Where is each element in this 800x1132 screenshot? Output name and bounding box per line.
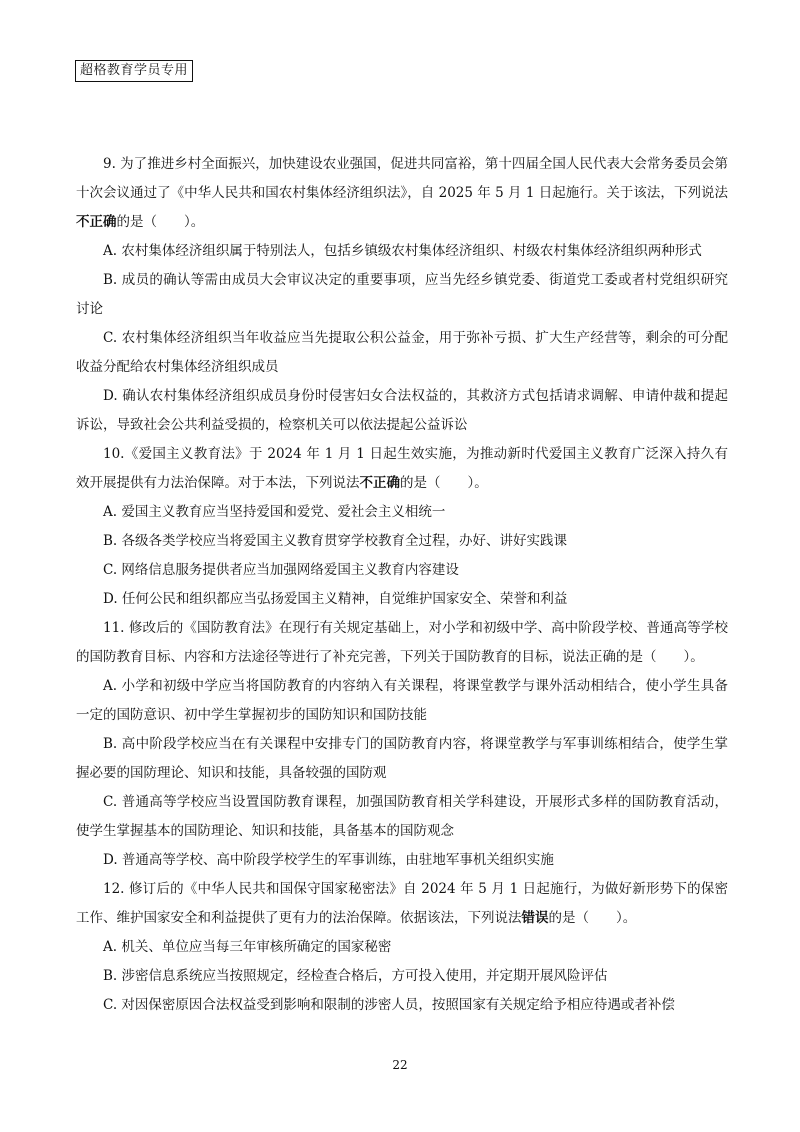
option-a: A. 机关、单位应当每三年审核所确定的国家秘密 <box>103 939 392 955</box>
question-list <box>76 150 728 1020</box>
question-stem-emphasis: 错误 <box>521 910 549 926</box>
question-stem-text: 10.《爱国主义教育法》于 2024 年 1 月 1 日起生效实施，为推动新时代爱国主义教育广泛深入持久有效开展提供有力法治保障。对于本法，下列说法 <box>76 446 728 491</box>
question-stem <box>76 440 728 498</box>
question <box>76 614 728 875</box>
question <box>76 440 728 614</box>
option-d: D. 确认农村集体经济组织成员身份时侵害妇女合法权益的，其救济方式包括请求调解、申请仲裁和提起诉讼，导致社会公共利益受损的，检察机关可以依法提起公益诉讼 <box>76 388 728 433</box>
option-c: C. 农村集体经济组织当年收益应当先提取公积公益金，用于弥补亏损、扩大生产经营等，剩余的可分配收益分配给农村集体经济组织成员 <box>76 330 728 375</box>
question-stem-text: 12. 修订后的《中华人民共和国保守国家秘密法》自 2024 年 5 月 1 日起施行，为做好新形势下的保密工作、维护国家安全和利益提供了更有力的法治保障。依据该法，下列说法 <box>76 881 728 926</box>
question-stem <box>76 614 728 672</box>
question-stem-text: 11. 修改后的《国防教育法》在现行有关规定基础上，对小学和初级中学、高中阶段学校、普通高等学校的国防教育目标、内容和方法途径等进行了补充完善，下列关于国防教育的目标，说法正确的是（ ）。 <box>76 620 728 665</box>
option-d: D. 任何公民和组织都应当弘扬爱国主义精神，自觉维护国家安全、荣誉和利益 <box>103 591 568 607</box>
option-a: A. 农村集体经济组织属于特别法人，包括乡镇级农村集体经济组织、村级农村集体经济组织两种形式 <box>103 243 702 259</box>
option-b: B. 高中阶段学校应当在有关课程中安排专门的国防教育内容，将课堂教学与军事训练相结合，使学生掌握必要的国防理论、知识和技能，具备较强的国防观 <box>76 736 728 781</box>
option-c: C. 普通高等学校应当设置国防教育课程，加强国防教育相关学科建设，开展形式多样的国防教育活动，使学生掌握基本的国防理论、知识和技能，具备基本的国防观念 <box>76 794 728 839</box>
question-stem <box>76 875 728 933</box>
option-b: B. 各级各类学校应当将爱国主义教育贯穿学校教育全过程，办好、讲好实践课 <box>103 533 568 549</box>
page-number: 22 <box>392 1058 408 1072</box>
option-a: A. 爱国主义教育应当坚持爱国和爱党、爱社会主义相统一 <box>103 504 446 520</box>
option-c: C. 网络信息服务提供者应当加强网络爱国主义教育内容建设 <box>103 562 459 578</box>
question <box>76 150 728 440</box>
option-d: D. 普通高等学校、高中阶段学校学生的军事训练，由驻地军事机关组织实施 <box>103 852 554 868</box>
question-stem-end: 的是（ ）。 <box>548 910 637 926</box>
option-c: C. 对因保密原因合法权益受到影响和限制的涉密人员，按照国家有关规定给予相应待遇或者补偿 <box>103 997 675 1013</box>
option-b: B. 涉密信息系统应当按照规定，经检查合格后，方可投入使用，并定期开展风险评估 <box>103 968 608 984</box>
option-a: A. 小学和初级中学应当将国防教育的内容纳入有关课程，将课堂教学与课外活动相结合，使小学生具备一定的国防意识、初中学生掌握初步的国防知识和国防技能 <box>76 678 728 723</box>
question-stem-text: 9. 为了推进乡村全面振兴，加快建设农业强国，促进共同富裕，第十四届全国人民代表大会常务委员会第十次会议通过了《中华人民共和国农村集体经济组织法》，自 2025 年 5 月 1 日起施行。关于该法，下列说法 <box>76 156 728 201</box>
question-stem-end: 的是（ ）。 <box>400 475 488 491</box>
question-stem-emphasis: 不正确 <box>359 475 400 491</box>
question-stem-end: 的是（ ）。 <box>116 214 205 230</box>
question-stem-emphasis: 不正确 <box>76 214 117 230</box>
question-stem <box>76 150 728 237</box>
header-tag: 超格教育学员专用 <box>75 60 193 82</box>
question <box>76 875 728 1020</box>
option-b: B. 成员的确认等需由成员大会审议决定的重要事项，应当先经乡镇党委、街道党工委或者村党组织研究讨论 <box>76 272 728 317</box>
